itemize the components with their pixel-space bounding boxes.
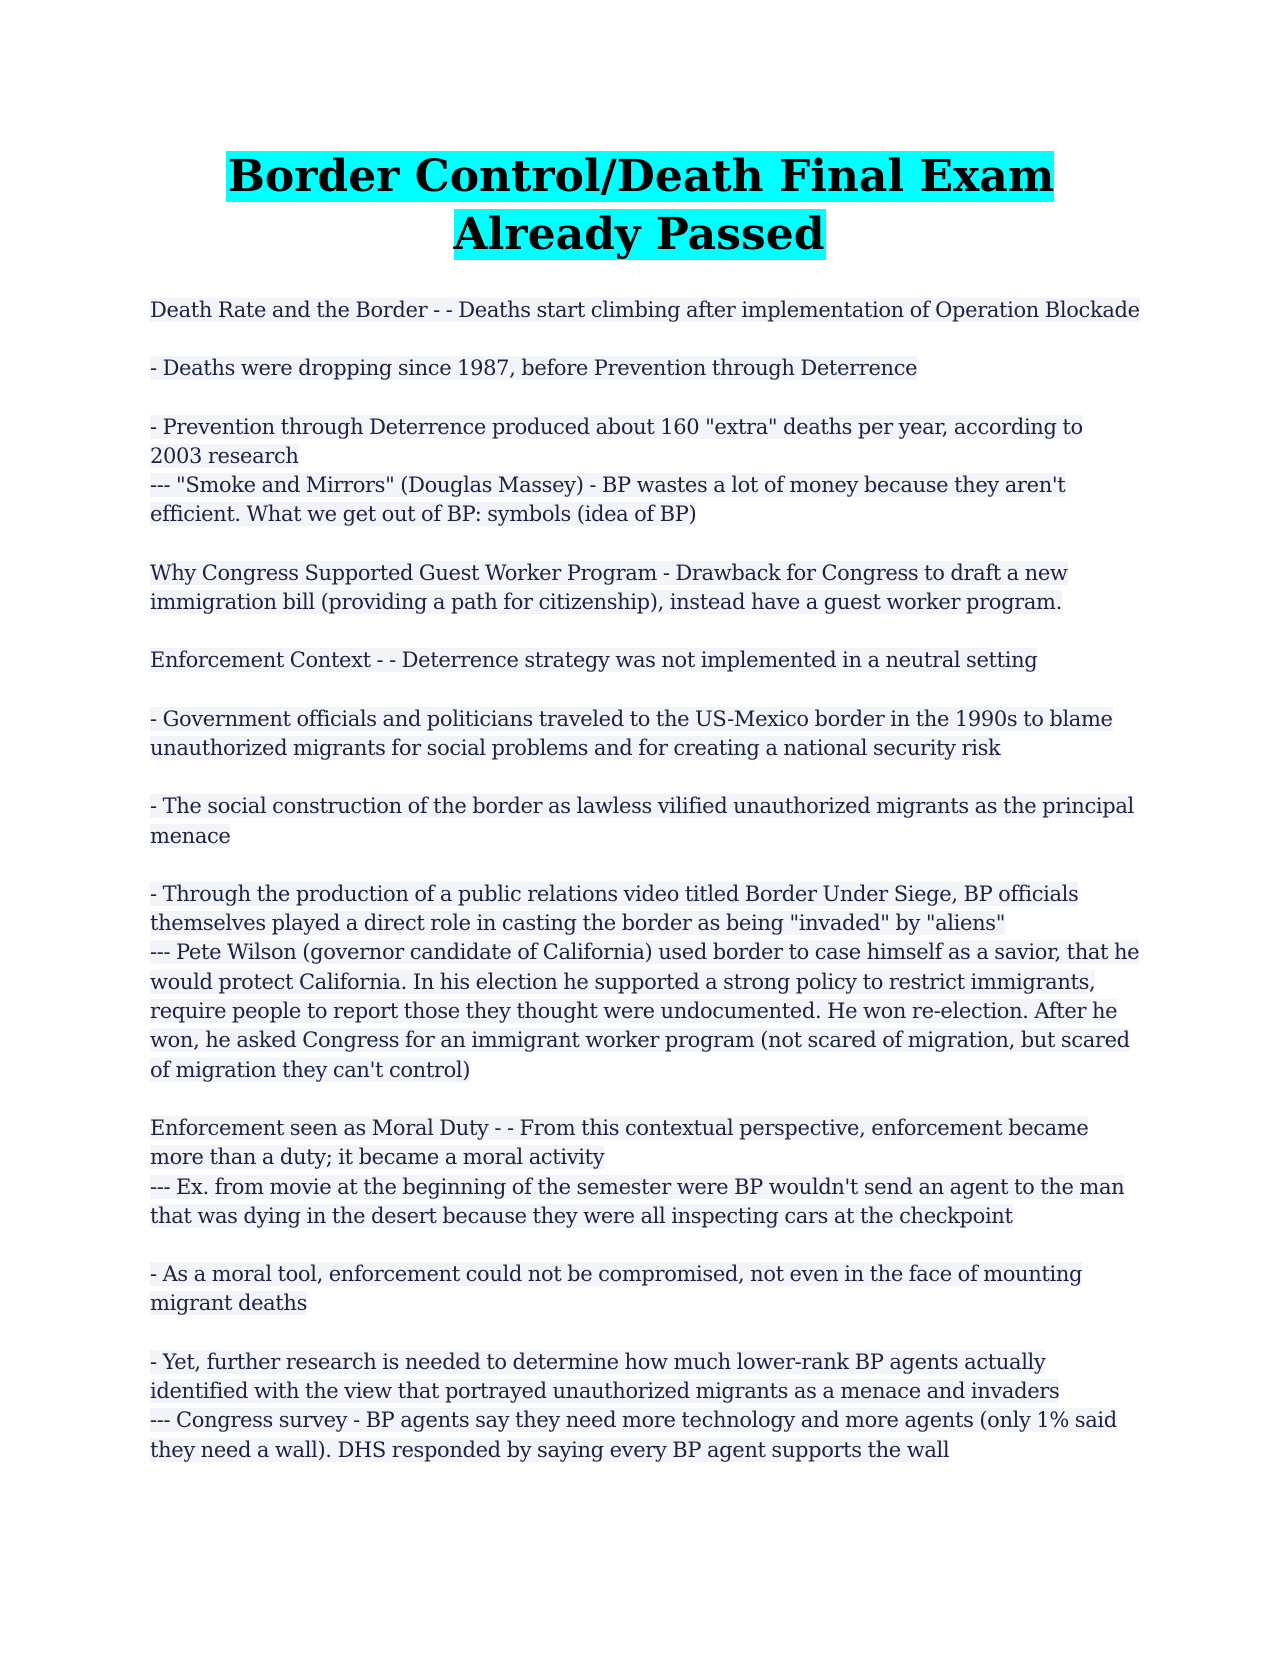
- paragraph-text: --- Ex. from movie at the beginning of the semester were BP wouldn't send an agent to the man that was dying in the desert because they were all inspecting cars at the checkpoint: [150, 1174, 1125, 1228]
- paragraph-text: - The social construction of the border as lawless vilified unauthorized migrants as the principal menace: [150, 794, 1134, 848]
- paragraph: [150, 792, 1140, 851]
- paragraph: [150, 559, 1140, 618]
- paragraph: [150, 413, 1140, 472]
- paragraph-text: - Prevention through Deterrence produced about 160 "extra" deaths per year, according to 2003 research: [150, 414, 1083, 468]
- paragraph: [150, 1406, 1140, 1465]
- paragraph-text: --- Pete Wilson (governor candidate of California) used border to case himself as a savior, that he would protect California. In his election he supported a strong policy to restrict immigrants, require people to report those they thought were undocumented. He won re-election. After he won, he asked Congress for an immigrant worker program (not scared of migration, but scared of migration they can't control): [150, 940, 1140, 1082]
- paragraph: [150, 705, 1140, 764]
- paragraph: [150, 1348, 1140, 1407]
- page-title: [150, 148, 1130, 264]
- paragraph: [150, 1260, 1140, 1319]
- paragraph: [150, 1173, 1140, 1232]
- paragraph-text: Enforcement seen as Moral Duty - - From this contextual perspective, enforcement became more than a duty; it became a moral activity: [150, 1115, 1089, 1170]
- page-title-text: Border Control/Death Final Exam Already Passed: [227, 151, 1055, 260]
- paragraph-text: - Through the production of a public relations video titled Border Under Siege, BP officials themselves played a direct role in casting the border as being "invaded" by "aliens": [150, 881, 1079, 936]
- paragraph: [150, 471, 1140, 530]
- paragraph-text: Death Rate and the Border - - Deaths start climbing after implementation of Operation Blockade: [150, 298, 1140, 322]
- paragraph: [150, 938, 1140, 1084]
- paragraph: [150, 296, 1140, 325]
- paragraph-text: Enforcement Context - - Deterrence strategy was not implemented in a neutral setting: [150, 648, 1038, 673]
- paragraph-text: --- Congress survey - BP agents say they need more technology and more agents (only 1% said they need a wall). DHS responded by saying every BP agent supports the wall: [150, 1408, 1117, 1462]
- paragraph-text: - Yet, further research is needed to determine how much lower-rank BP agents actually identified with the view that portrayed unauthorized migrants as a menace and invaders: [150, 1349, 1060, 1404]
- paragraph: [150, 880, 1140, 939]
- paragraph-text: - Government officials and politicians traveled to the US-Mexico border in the 1990s to blame unauthorized migrants for social problems and for creating a national security risk: [150, 706, 1113, 760]
- paragraph-text: - Deaths were dropping since 1987, before Prevention through Deterrence: [150, 356, 918, 381]
- paragraph-text: --- "Smoke and Mirrors" (Douglas Massey) - BP wastes a lot of money because they aren't efficient. What we get out of BP: symbols (idea of BP): [150, 473, 1066, 527]
- paragraph-text: Why Congress Supported Guest Worker Program - Drawback for Congress to draft a new immigration bill (providing a path for citizenship), instead have a guest worker program.: [150, 560, 1068, 615]
- paragraph: [150, 354, 1140, 383]
- paragraph-text: - As a moral tool, enforcement could not be compromised, not even in the face of mounting migrant deaths: [150, 1262, 1083, 1316]
- paragraph: [150, 1114, 1140, 1173]
- document-body: [150, 296, 1140, 1494]
- paragraph: [150, 646, 1140, 675]
